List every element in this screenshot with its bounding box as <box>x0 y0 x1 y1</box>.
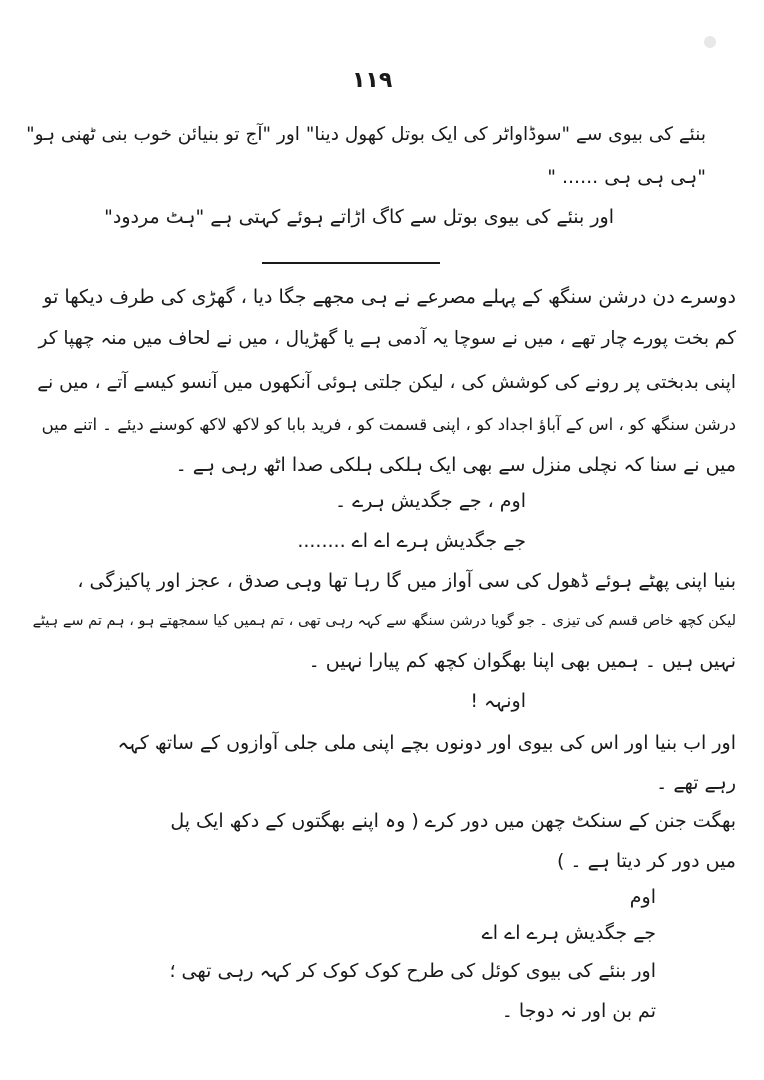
scan-mark <box>704 36 716 48</box>
text-line: جے جگدیش ہرے اے اے ........ <box>297 530 526 552</box>
text-line: اپنی بدبختی پر رونے کی کوشش کی ، لیکن جلتی ہوئی آنکھوں میں آنسو کیسے آتے ، میں نے <box>37 372 736 393</box>
text-line: اونہہ ! <box>470 690 526 712</box>
text-line: اور بنئے کی بیوی بوتل سے کاگ اڑاتے ہوئے کہتی ہے "ہٹ مردود" <box>104 206 614 228</box>
text-line: نہیں ہیں ۔ ہمیں بھی اپنا بھگوان کچھ کم پیارا نہیں ۔ <box>308 650 736 672</box>
text-line: دوسرے دن درشن سنگھ کے پہلے مصرعے نے ہی مجھے جگا دیا ، گھڑی کی طرف دیکھا تو <box>43 286 736 308</box>
text-line: میں دور کر دیتا ہے ۔ ) <box>556 850 736 872</box>
text-line: جے جگدیش ہرے اے اے <box>481 922 656 944</box>
text-line: رہے تھے ۔ <box>656 772 736 794</box>
text-line: بنئے کی بیوی سے "سوڈاواٹر کی ایک بوتل کھول دینا" اور "آج تو بنیائن خوب بنی ٹھنی ہو" <box>26 124 706 145</box>
text-line: بنیا اپنی پھٹے ہوئے ڈھول کی سی آواز میں گا رہا تھا وہی صدق ، عجز اور پاکیزگی ، <box>77 570 736 592</box>
text-line: بھگت جنن کے سنکٹ چھن میں دور کرے ( وہ اپنے بھگتوں کے دکھ ایک پل <box>170 810 736 832</box>
text-line: اوم <box>629 886 656 908</box>
text-line: میں نے سنا کہ نچلی منزل سے بھی ایک ہلکی ہلکی صدا اٹھ رہی ہے ۔ <box>175 454 736 476</box>
text-line: "ہی ہی ہی ...... " <box>547 166 706 188</box>
text-line: اور بنئے کی بیوی کوئل کی طرح کوک کوک کر کہہ رہی تھی ؛ <box>169 960 656 982</box>
section-divider <box>262 262 440 264</box>
text-line: اوم ، جے جگدیش ہرے ۔ <box>334 490 526 512</box>
text-line: اور اب بنیا اور اس کی بیوی اور دونوں بچے اپنی ملی جلی آوازوں کے ساتھ کہہ <box>117 732 736 754</box>
text-line: تم بن اور نہ دوجا ۔ <box>501 1000 656 1022</box>
page-number: ۱۱۹ <box>352 68 393 93</box>
text-line: لیکن کچھ خاص قسم کی تیزی ۔ جو گویا درشن سنگھ سے کہہ رہی تھی ، تم ہمیں کیا سمجھتے ہو ، ہم تم سے ہیٹے <box>32 613 736 629</box>
text-line: درشن سنگھ کو ، اس کے آباؤ اجداد کو ، اپنی قسمت کو ، فرید بابا کو لاکھ لاکھ کوسنے دیئے ۔ اتنے میں <box>41 415 736 434</box>
text-line: کم بخت پورے چار تھے ، میں نے سوچا یہ آدمی ہے یا گھڑیال ، میں نے لحاف میں منہ چھپا کر <box>38 328 736 349</box>
